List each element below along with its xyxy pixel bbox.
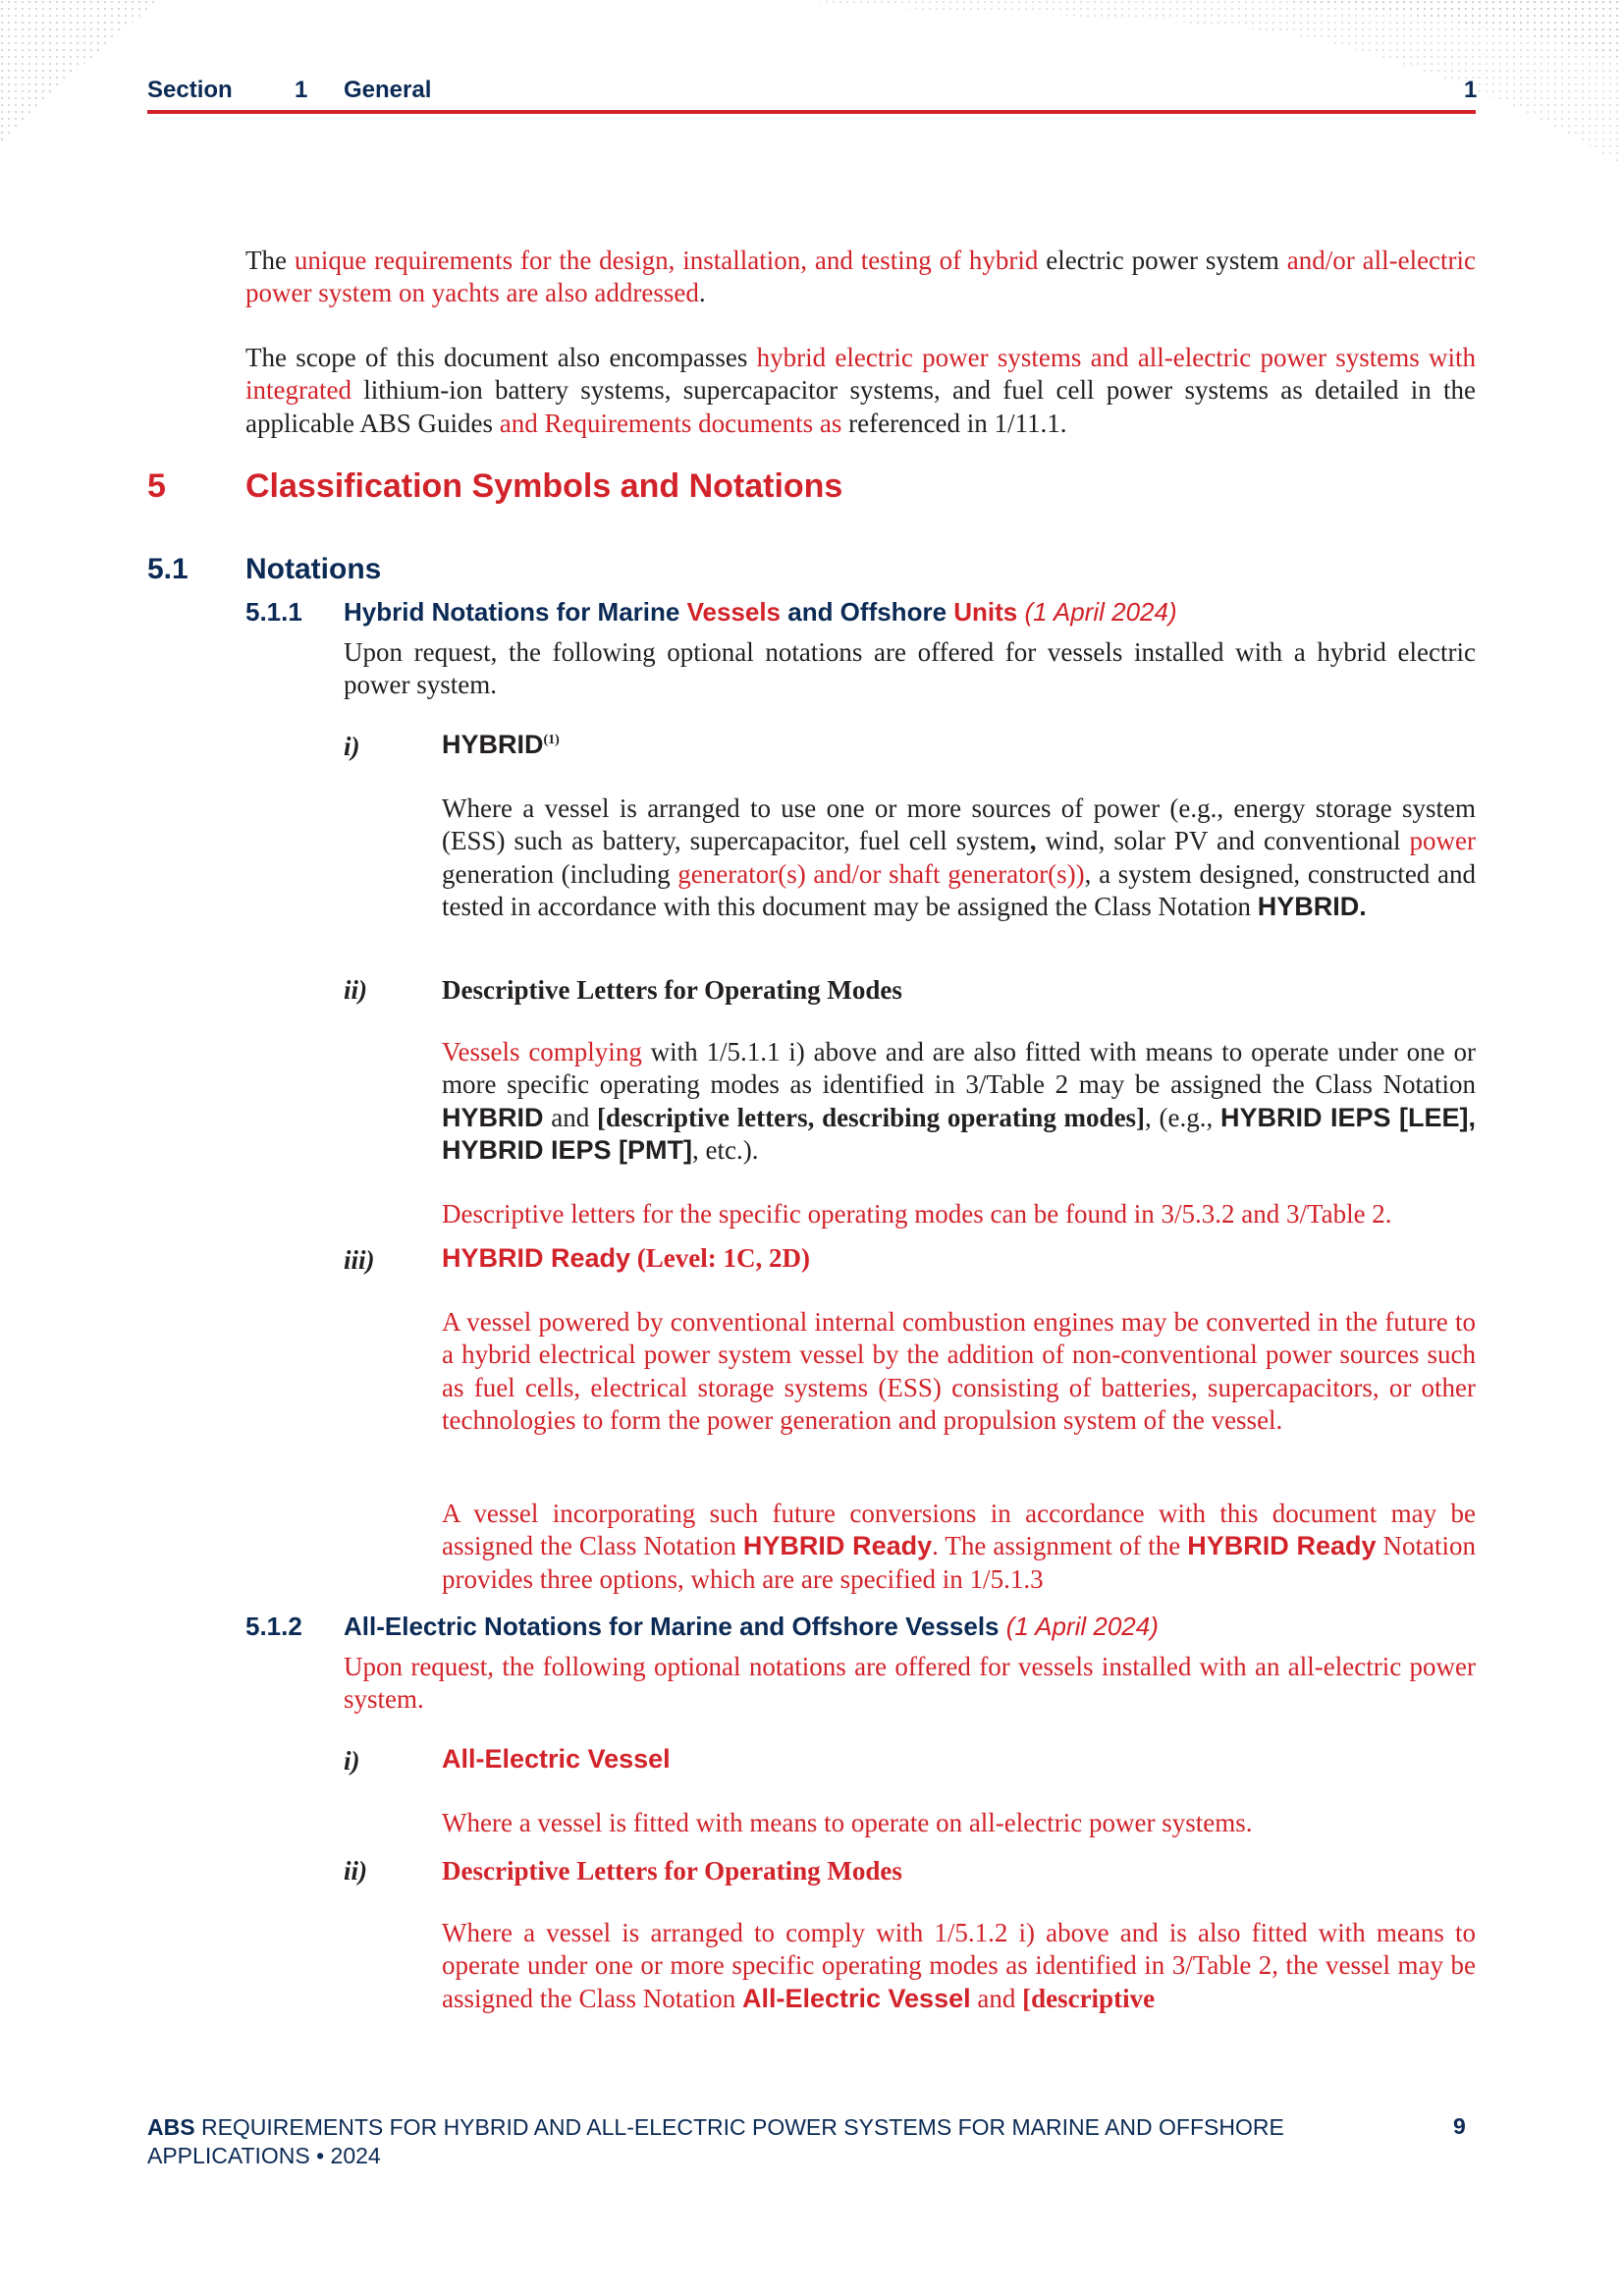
item-iii-number: iii): [344, 1245, 375, 1275]
section-5-number: 5: [147, 467, 166, 505]
item-iii-body-2: A vessel incorporating such future conversions in accordance with this document may be assigned the Class Notation HYBRID Ready. The assignment of the HYBRID Ready Notation provides three options, which are are specified in 1/5.1.3: [442, 1499, 1477, 1594]
item-i-number: i): [344, 732, 360, 761]
header-rule: [147, 110, 1476, 114]
item-5-1-2-i-body: Where a vessel is fitted with means to operate on all-electric power systems.: [442, 1808, 1253, 1837]
item-ii-body: Vessels complying with 1/5.1.1 i) above and are also fitted with means to operate under one or more specific operating modes as identified in 3/Table 2 may be assigned the Class Notation HYBRID and [descriptive letters, describing operating modes], (e.g., HYBRID IEPS [LEE], HYBRID IEPS [PMT], etc.).: [442, 1037, 1476, 1166]
footer-page-number: 9: [1453, 2113, 1466, 2139]
intro-paragraph-1: The unique requirements for the design, installation, and testing of hybrid electric power system and/or all-electric power system on yachts are also addressed.: [245, 246, 1477, 308]
section-5-title: Classification Symbols and Notations: [245, 467, 843, 505]
footer-title: ABS REQUIREMENTS FOR HYBRID AND ALL-ELECTRIC POWER SYSTEMS FOR MARINE AND OFFSHORE APPLICATIONS • 2024: [147, 2114, 1284, 2168]
item-i-title: HYBRID$^{(1)}$: [442, 730, 560, 759]
section-5-1-2-number: 5.1.2: [245, 1612, 302, 1641]
item-iii-body-1: A vessel powered by conventional internal combustion engines may be converted in the future to a hybrid electrical power system vessel by the addition of non-conventional power sources such as fuel cells, electrical storage systems (ESS) consisting of batteries, supercapacitors, or other technologies to form the power generation and propulsion system of the vessel.: [442, 1307, 1476, 1436]
item-ii-number: ii): [344, 975, 367, 1005]
section-5-1-1-intro: Upon request, the following optional notations are offered for vessels installed with a hybrid electric power system.: [344, 637, 1476, 700]
intro-paragraph-2: The scope of this document also encompasses hybrid electric power systems and all-electric power systems with integrated lithium-ion battery systems, supercapacitor systems, and fuel cell power systems as detailed in the applicable ABS Guides and Requirements documents as referenced in 1/11.1.: [245, 343, 1476, 438]
section-5-1-2-title: All-Electric Notations for Marine and Offshore Vessels (1 April 2024): [344, 1612, 1159, 1641]
item-5-1-2-ii-title: Descriptive Letters for Operating Modes: [442, 1856, 902, 1886]
section-5-1-title: Notations: [245, 553, 382, 585]
section-5-1-number: 5.1: [147, 553, 189, 585]
section-title: General: [344, 77, 432, 103]
section-number: 1: [295, 77, 308, 103]
header-page-number: 1: [1464, 77, 1478, 103]
item-5-1-2-i-title: All-Electric Vessel: [442, 1744, 671, 1774]
section-label: Section: [147, 77, 233, 103]
section-5-1-2-intro: Upon request, the following optional notations are offered for vessels installed with an all-electric power system.: [344, 1652, 1476, 1715]
item-ii-title: Descriptive Letters for Operating Modes: [442, 975, 902, 1005]
item-i-body: Where a vessel is arranged to use one or more sources of power (e.g., energy storage system (ESS) such as battery, supercapacitor, fuel cell system, wind, solar PV and conventional power generation (including generator(s) and/or shaft generator(s)), a system designed, constructed and tested in accordance with this document may be assigned the Class Notation HYBRID.: [442, 793, 1476, 922]
item-5-1-2-i-number: i): [344, 1746, 360, 1776]
section-5-1-1-title: Hybrid Notations for Marine Vessels and Offshore Units (1 April 2024): [344, 597, 1177, 627]
item-ii-note: Descriptive letters for the specific operating modes can be found in 3/5.3.2 and 3/Table 2.: [442, 1199, 1392, 1229]
section-5-1-1-number: 5.1.1: [245, 597, 302, 627]
item-5-1-2-ii-number: ii): [344, 1856, 367, 1886]
item-5-1-2-ii-body: Where a vessel is arranged to comply with 1/5.1.2 i) above and is also fitted with means to operate under one or more specific operating modes as identified in 3/Table 2, the vessel may be assigned the Class Notation All-Electric Vessel and [descriptive: [442, 1918, 1476, 2013]
item-iii-title: HYBRID Ready (Level: 1C, 2D): [442, 1243, 810, 1273]
